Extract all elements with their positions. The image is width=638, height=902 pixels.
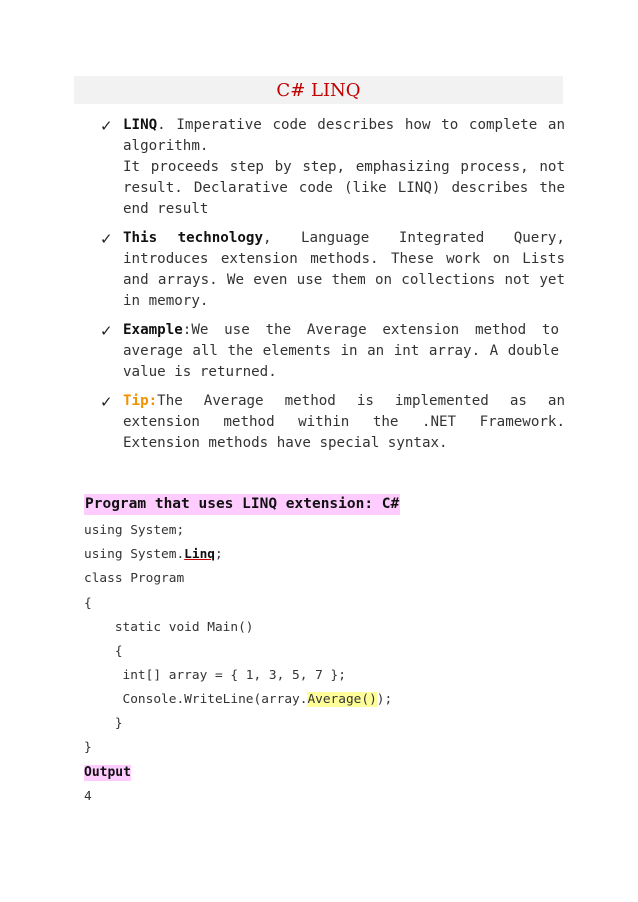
average-method-highlight: Average(): [307, 692, 377, 707]
checkmark-icon: ✓: [100, 230, 113, 248]
code-line: {: [84, 644, 123, 659]
bullet-keyword: This technology: [123, 230, 263, 246]
output-label: Output: [84, 765, 131, 780]
program-header: Program that uses LINQ extension: C#: [84, 494, 400, 515]
code-line: class Program: [84, 571, 185, 586]
bullet-text: Tip:The Average method is implemented as an extension method within the .NET Framework. Extension methods have special syntax.: [123, 393, 565, 451]
bullet-list: [100, 115, 565, 462]
bullet-keyword: Example: [123, 322, 183, 338]
checkmark-icon: ✓: [100, 322, 113, 340]
bullet-text: This technology , Language Integrated Query, introduces extension methods. These work on Lists and arrays. We even use them on collections not yet in memory.: [123, 230, 565, 309]
code-line: int[] array = { 1, 3, 5, 7 };: [84, 668, 346, 683]
code-line: Console.WriteLine(array.Average());: [84, 692, 393, 707]
bullet-keyword: Tip:: [123, 393, 158, 409]
bullet-text: LINQ. Imperative code describes how to complete an algorithm. It proceeds step by step, emphasizing process, not result. Declarative code (like LINQ) describes the end result: [123, 117, 565, 217]
code-line: }: [84, 740, 92, 755]
code-line: using System;: [84, 523, 185, 538]
bullet-item: [100, 228, 565, 312]
linq-identifier: Linq: [184, 547, 215, 562]
title-bar: [74, 76, 563, 104]
bullet-keyword: LINQ: [123, 117, 158, 133]
page-title: C# LINQ: [276, 80, 361, 101]
bullet-item: [100, 391, 565, 454]
bullet-item: [100, 115, 565, 220]
code-line: using System.Linq;: [84, 547, 223, 562]
checkmark-icon: ✓: [100, 117, 113, 135]
checkmark-icon: ✓: [100, 393, 113, 411]
code-line: {: [84, 596, 92, 611]
output-value: 4: [84, 789, 92, 804]
code-line: }: [84, 716, 123, 731]
bullet-item: [100, 320, 565, 383]
code-line: static void Main(): [84, 620, 254, 635]
bullet-text: Example:We use the Average extension method to average all the elements in an int array. A double value is returned.: [123, 322, 559, 380]
